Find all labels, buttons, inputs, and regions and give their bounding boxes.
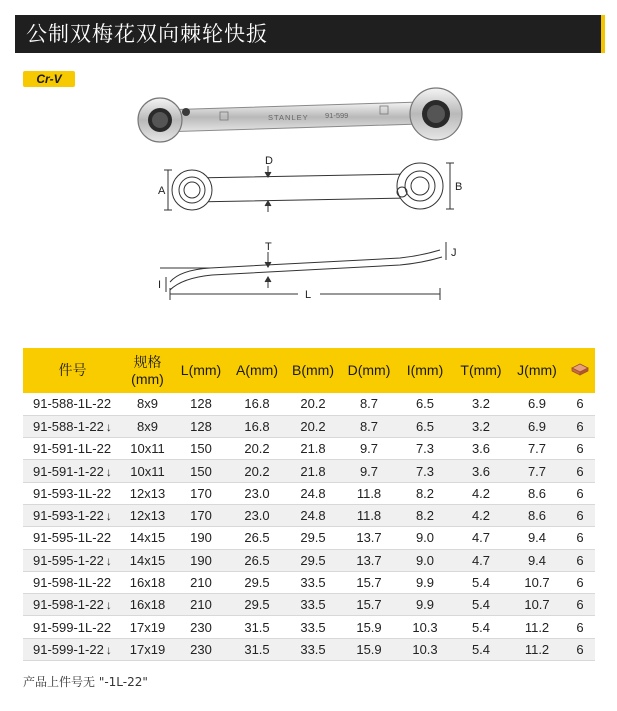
cell-qty: 6 [565, 460, 595, 482]
cell-a: 26.5 [229, 527, 285, 549]
cell-d: 15.7 [341, 571, 397, 593]
cell-model [23, 638, 122, 660]
cell-i: 6.5 [397, 393, 453, 415]
table-row [23, 482, 595, 504]
cell-l: 128 [173, 415, 229, 437]
model-text: 91-588-1-22 [33, 418, 104, 434]
cell-qty: 6 [565, 549, 595, 571]
table-row [23, 571, 595, 593]
cell-a: 23.0 [229, 482, 285, 504]
header-size-line1: 规格 [133, 353, 162, 370]
table-row [23, 638, 595, 660]
cell-j: 9.4 [509, 549, 565, 571]
cell-b: 33.5 [285, 616, 341, 638]
front-view-drawing [164, 163, 454, 212]
model-text: 91-595-1L-22 [33, 530, 112, 546]
cell-qty: 6 [565, 438, 595, 460]
cell-i: 9.0 [397, 527, 453, 549]
down-arrow-icon: ↓ [105, 642, 112, 657]
cell-t: 5.4 [453, 594, 509, 616]
cell-size: 14x15 [122, 549, 173, 571]
cell-j: 7.7 [509, 438, 565, 460]
cell-t: 5.4 [453, 638, 509, 660]
model-text: 91-598-1-22 [33, 597, 104, 613]
material-badge: Cr-V [23, 71, 75, 87]
table-row [23, 616, 595, 638]
cell-size: 12x13 [122, 482, 173, 504]
header-accent [601, 15, 605, 53]
cell-i: 8.2 [397, 482, 453, 504]
down-arrow-icon: ↓ [105, 553, 112, 568]
header-pack [565, 348, 595, 393]
cell-model [23, 527, 122, 549]
cell-d: 11.8 [341, 482, 397, 504]
cell-b: 20.2 [285, 393, 341, 415]
cell-d: 9.7 [341, 460, 397, 482]
page-title-bar [15, 15, 605, 53]
cell-d: 8.7 [341, 393, 397, 415]
cell-l: 190 [173, 549, 229, 571]
cell-b: 33.5 [285, 571, 341, 593]
cell-size: 17x19 [122, 616, 173, 638]
model-text: 91-599-1L-22 [33, 619, 112, 635]
cell-size: 16x18 [122, 571, 173, 593]
cell-a: 31.5 [229, 616, 285, 638]
cell-a: 20.2 [229, 438, 285, 460]
cell-a: 29.5 [229, 571, 285, 593]
header-size [122, 348, 173, 393]
cell-b: 24.8 [285, 482, 341, 504]
dim-label-d: D [265, 155, 273, 167]
cell-model [23, 482, 122, 504]
cell-i: 7.3 [397, 438, 453, 460]
side-view-drawing [160, 242, 446, 300]
cell-l: 210 [173, 571, 229, 593]
table-row [23, 393, 595, 415]
cell-i: 10.3 [397, 638, 453, 660]
header-l: L(mm) [180, 362, 222, 378]
cell-j: 6.9 [509, 415, 565, 437]
cell-b: 21.8 [285, 438, 341, 460]
cell-t: 5.4 [453, 571, 509, 593]
cell-j: 7.7 [509, 460, 565, 482]
cell-l: 230 [173, 616, 229, 638]
cell-t: 4.7 [453, 549, 509, 571]
cell-l: 170 [173, 504, 229, 526]
spec-table [23, 348, 595, 661]
header-i: I(mm) [406, 362, 444, 378]
cell-b: 21.8 [285, 460, 341, 482]
cell-i: 9.9 [397, 571, 453, 593]
cell-t: 4.2 [453, 482, 509, 504]
cell-t: 3.2 [453, 415, 509, 437]
cell-i: 8.2 [397, 504, 453, 526]
table-row [23, 549, 595, 571]
cell-l: 230 [173, 638, 229, 660]
cell-model [23, 594, 122, 616]
down-arrow-icon: ↓ [105, 509, 112, 524]
table-row [23, 415, 595, 437]
table-row [23, 504, 595, 526]
cell-d: 13.7 [341, 549, 397, 571]
cell-model [23, 393, 122, 415]
table-row [23, 594, 595, 616]
table-row [23, 527, 595, 549]
cell-b: 29.5 [285, 549, 341, 571]
dim-label-t: T [265, 241, 272, 253]
cell-i: 10.3 [397, 616, 453, 638]
cell-b: 20.2 [285, 415, 341, 437]
cell-j: 10.7 [509, 571, 565, 593]
cell-l: 190 [173, 527, 229, 549]
header-d: D(mm) [347, 362, 391, 378]
table-body [23, 393, 595, 661]
dim-label-i: I [158, 279, 162, 291]
cell-size: 10x11 [122, 438, 173, 460]
table-row [23, 438, 595, 460]
dim-label-j: J [451, 247, 457, 259]
cell-a: 16.8 [229, 393, 285, 415]
model-text: 91-588-1L-22 [33, 396, 112, 412]
cell-size: 12x13 [122, 504, 173, 526]
cell-d: 8.7 [341, 415, 397, 437]
cell-a: 23.0 [229, 504, 285, 526]
table-row [23, 460, 595, 482]
down-arrow-icon: ↓ [105, 419, 112, 434]
wrench-model-text: 91-599 [325, 111, 349, 120]
cell-model [23, 460, 122, 482]
cell-i: 9.0 [397, 549, 453, 571]
header-part-no: 件号 [58, 362, 87, 378]
model-text: 91-593-1L-22 [33, 485, 112, 501]
footnote: 产品上件号无 "-1L-22" [23, 675, 148, 689]
model-text: 91-595-1-22 [33, 552, 104, 568]
cell-qty: 6 [565, 571, 595, 593]
cell-j: 11.2 [509, 638, 565, 660]
cell-l: 170 [173, 482, 229, 504]
wrench-brand-text: STANLEY [268, 113, 309, 122]
cell-l: 128 [173, 393, 229, 415]
cell-d: 11.8 [341, 504, 397, 526]
cell-a: 31.5 [229, 638, 285, 660]
cell-qty: 6 [565, 504, 595, 526]
cell-size: 10x11 [122, 460, 173, 482]
model-text: 91-593-1-22 [33, 508, 104, 524]
cell-j: 10.7 [509, 594, 565, 616]
header-b: B(mm) [292, 362, 334, 378]
cell-d: 15.9 [341, 638, 397, 660]
cell-t: 4.2 [453, 504, 509, 526]
model-text: 91-599-1-22 [33, 641, 104, 657]
cell-a: 16.8 [229, 415, 285, 437]
down-arrow-icon: ↓ [105, 464, 112, 479]
cell-size: 14x15 [122, 527, 173, 549]
cell-model [23, 571, 122, 593]
cell-t: 4.7 [453, 527, 509, 549]
cell-l: 150 [173, 438, 229, 460]
cell-size: 8x9 [122, 393, 173, 415]
cell-i: 7.3 [397, 460, 453, 482]
cell-d: 15.7 [341, 594, 397, 616]
cell-model [23, 504, 122, 526]
cell-j: 11.2 [509, 616, 565, 638]
cell-j: 8.6 [509, 504, 565, 526]
cell-size: 16x18 [122, 594, 173, 616]
page-title: 公制双梅花双向棘轮快扳 [26, 22, 268, 46]
cell-d: 13.7 [341, 527, 397, 549]
cell-qty: 6 [565, 393, 595, 415]
cell-t: 5.4 [453, 616, 509, 638]
cell-b: 33.5 [285, 594, 341, 616]
cell-j: 6.9 [509, 393, 565, 415]
cell-l: 150 [173, 460, 229, 482]
header-t: T(mm) [460, 362, 502, 378]
dim-label-l: L [305, 289, 312, 301]
pack-box-icon [571, 362, 589, 376]
cell-j: 8.6 [509, 482, 565, 504]
cell-model [23, 438, 122, 460]
model-text: 91-591-1L-22 [33, 441, 112, 457]
cell-t: 3.2 [453, 393, 509, 415]
cell-j: 9.4 [509, 527, 565, 549]
cell-size: 8x9 [122, 415, 173, 437]
cell-qty: 6 [565, 527, 595, 549]
cell-b: 29.5 [285, 527, 341, 549]
cell-b: 33.5 [285, 638, 341, 660]
header-a: A(mm) [236, 362, 278, 378]
cell-qty: 6 [565, 415, 595, 437]
cell-d: 15.9 [341, 616, 397, 638]
cell-d: 9.7 [341, 438, 397, 460]
cell-i: 6.5 [397, 415, 453, 437]
down-arrow-icon: ↓ [105, 598, 112, 613]
dim-label-a: A [158, 185, 166, 197]
cell-b: 24.8 [285, 504, 341, 526]
table-header-row [23, 348, 595, 393]
cell-a: 20.2 [229, 460, 285, 482]
model-text: 91-598-1L-22 [33, 575, 112, 591]
product-figure [120, 82, 480, 307]
cell-i: 9.9 [397, 594, 453, 616]
dim-label-b: B [455, 181, 463, 193]
cell-size: 17x19 [122, 638, 173, 660]
header-size-line2: (mm) [131, 370, 164, 387]
cell-a: 26.5 [229, 549, 285, 571]
cell-t: 3.6 [453, 438, 509, 460]
cell-t: 3.6 [453, 460, 509, 482]
wrench-photo [138, 88, 462, 142]
cell-l: 210 [173, 594, 229, 616]
cell-qty: 6 [565, 616, 595, 638]
cell-model [23, 616, 122, 638]
spec-table-wrap [23, 348, 595, 661]
model-text: 91-591-1-22 [33, 463, 104, 479]
header-j: J(mm) [517, 362, 557, 378]
cell-qty: 6 [565, 594, 595, 616]
cell-model [23, 549, 122, 571]
cell-qty: 6 [565, 482, 595, 504]
cell-qty: 6 [565, 638, 595, 660]
cell-model [23, 415, 122, 437]
cell-a: 29.5 [229, 594, 285, 616]
